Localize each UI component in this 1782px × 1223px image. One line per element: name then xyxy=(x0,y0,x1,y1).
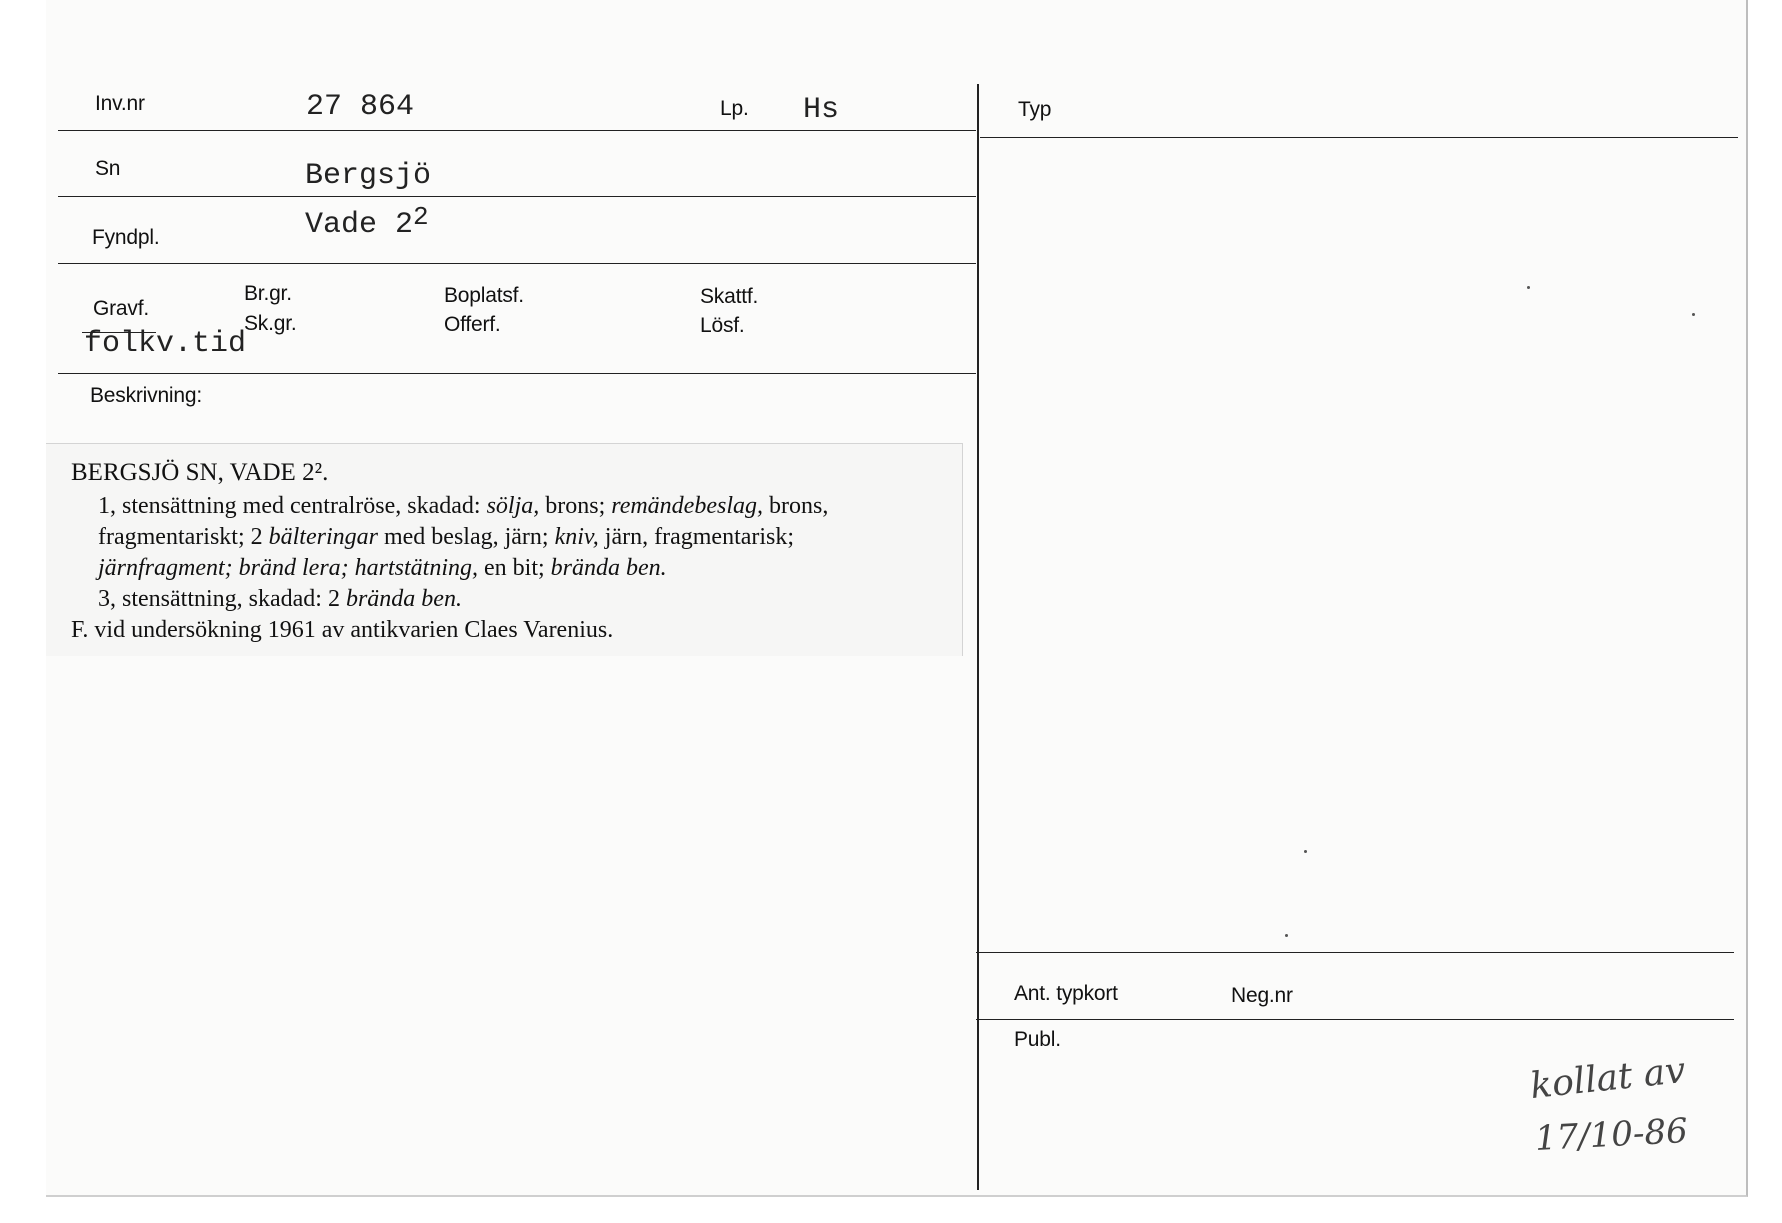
typ-label: Typ xyxy=(1018,98,1052,121)
fyndpl-value-sup: 2 xyxy=(413,202,429,232)
line1-e: brons, xyxy=(763,493,829,519)
rule-fyndpl xyxy=(58,263,976,264)
description-line-3 xyxy=(98,555,667,582)
gravf-label: Gravf. xyxy=(93,297,149,320)
line2-e: järn, fragmentarisk; xyxy=(598,524,795,550)
inv-nr-label: Inv.nr xyxy=(95,92,145,115)
line1-b: sölja, xyxy=(486,493,540,519)
ant-typkort-label: Ant. typkort xyxy=(1014,982,1118,1005)
line3-b: en bit; xyxy=(478,555,551,581)
sn-value: Bergsjö xyxy=(305,159,432,193)
br-gr-label: Br.gr. xyxy=(244,282,292,305)
line2-b: bälteringar xyxy=(268,524,378,550)
description-line-1 xyxy=(98,493,828,520)
line1-a: 1, stensättning med centralröse, skadad: xyxy=(98,493,487,519)
rule-publ xyxy=(976,1019,1734,1020)
rule-ant-typkort xyxy=(976,952,1734,953)
publ-label: Publ. xyxy=(1014,1028,1061,1051)
gravf-value: folkv.tid xyxy=(84,327,247,361)
card-divider xyxy=(977,84,979,1190)
fyndpl-label: Fyndpl. xyxy=(92,226,160,249)
line4-b: brända ben. xyxy=(345,586,462,612)
handwritten-note-line-1: kollat av xyxy=(1528,1049,1688,1108)
line1-d: remändebeslag, xyxy=(611,493,763,519)
lp-label: Lp. xyxy=(720,97,749,120)
line3-c: brända ben. xyxy=(550,555,667,581)
rule-top-right xyxy=(980,137,1738,138)
handwritten-note-line-2: 17/10-86 xyxy=(1534,1111,1689,1159)
description-slip xyxy=(46,443,963,656)
speck xyxy=(1285,934,1288,937)
rule-category xyxy=(58,373,976,374)
line2-c: med beslag, järn; xyxy=(377,524,555,550)
offerf-label: Offerf. xyxy=(444,313,501,336)
beskrivning-label: Beskrivning: xyxy=(90,384,202,407)
speck xyxy=(1692,313,1695,316)
line3-a: järnfragment; bränd lera; hartstätning, xyxy=(98,555,479,581)
rule-top-left xyxy=(58,130,976,131)
losf-label: Lösf. xyxy=(700,314,745,337)
line1-c: brons; xyxy=(539,493,612,519)
inv-nr-value: 27 864 xyxy=(306,90,415,124)
neg-nr-label: Neg.nr xyxy=(1231,984,1293,1007)
skattf-label: Skattf. xyxy=(700,285,759,308)
rule-sn xyxy=(58,196,976,197)
description-line-5: F. vid undersökning 1961 av antikvarien Claes Varenius. xyxy=(71,617,614,643)
lp-value: Hs xyxy=(803,93,840,127)
line2-d: kniv, xyxy=(554,524,599,550)
sn-label: Sn xyxy=(95,157,121,180)
speck xyxy=(1527,286,1530,289)
description-line-2 xyxy=(98,524,794,551)
description-line-4 xyxy=(98,586,462,613)
boplatsf-label: Boplatsf. xyxy=(444,284,524,307)
line4-a: 3, stensättning, skadad: 2 xyxy=(98,586,346,612)
description-heading: BERGSJÖ SN, VADE 2². xyxy=(71,459,329,486)
fyndpl-value-text: Vade 2 xyxy=(305,208,414,242)
line2-a: fragmentariskt; 2 xyxy=(98,524,269,550)
sk-gr-label: Sk.gr. xyxy=(244,312,297,335)
speck xyxy=(1304,850,1307,853)
fyndpl-value xyxy=(305,202,429,242)
